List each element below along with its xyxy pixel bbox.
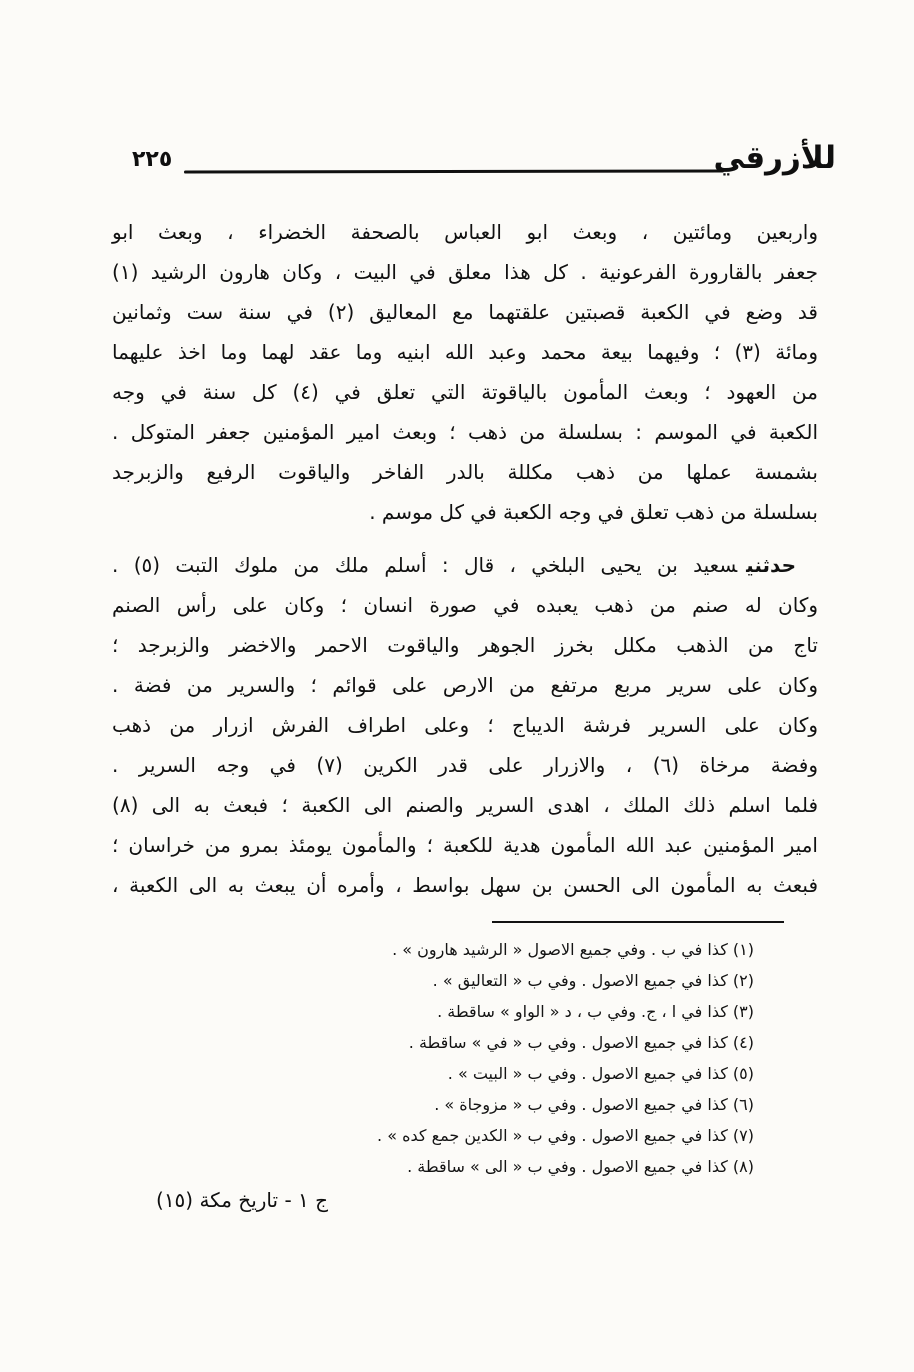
- footnote-item: (٦) كذا في جميع الاصول . وفي ب « مزوجاة » .: [434, 1095, 754, 1114]
- footnote-separator-rule: [492, 921, 784, 923]
- footnote-item: (٢) كذا في جميع الاصول . وفي ب « التعاليق » .: [432, 971, 754, 990]
- page-number: ٢٢٥: [132, 147, 173, 172]
- body-line: ومائة (٣) ؛ وفيهما بيعة محمد وعبد الله ابنيه وما عقد لهما وما اخذ عليهما: [112, 340, 818, 364]
- footnote-item: (٤) كذا في جميع الاصول . وفي ب « في » ساقطة .: [408, 1033, 754, 1052]
- footnote-item: (٥) كذا في جميع الاصول . وفي ب « البيت » .: [447, 1064, 754, 1083]
- body-line: الكعبة في الموسم : بسلسلة من ذهب ؛ وبعث امير المؤمنين جعفر المتوكل .: [112, 420, 818, 444]
- body-line: وكان له صنم من ذهب يعبده في صورة انسان ؛ وكان على رأس الصنم: [112, 593, 818, 617]
- body-line: فلما اسلم ذلك الملك ، اهدى السرير والصنم الى الكعبة ؛ فبعث به الى (٨): [112, 793, 818, 817]
- body-line: بسلسلة من ذهب تعلق في وجه الكعبة في كل موسم .: [369, 500, 818, 524]
- footnote-item: (٧) كذا في جميع الاصول . وفي ب « الكدين جمع كده » .: [377, 1126, 754, 1145]
- paragraph-lead-word: حدثني: [746, 553, 796, 577]
- footnote-item: (٨) كذا في جميع الاصول . وفي ب « الى » ساقطة .: [407, 1157, 754, 1176]
- header-rule: [184, 169, 724, 173]
- body-line: وكان على سرير مربع مرتفع من الارص على قوائم ؛ والسرير من فضة .: [112, 673, 818, 697]
- body-line: وكان على السرير فرشة الديباج ؛ وعلى اطراف الفرش ازرار من ذهب: [112, 713, 818, 737]
- body-line: بشمسة عملها من ذهب مكللة بالدر الفاخر والياقوت الرفيع والزبرجد: [112, 460, 818, 484]
- body-line: [112, 545, 818, 585]
- body-line: وفضة مرخاة (٦) ، والازرار على قدر الكرين (٧) في وجه السرير .: [112, 753, 818, 777]
- running-title: للأزرقي: [713, 140, 836, 176]
- body-text: [112, 212, 818, 905]
- paragraph-2: [112, 545, 818, 905]
- footnotes: [324, 934, 754, 1182]
- body-line: امير المؤمنين عبد الله المأمون هدية للكعبة ؛ والمأمون يومئذ بمرو من خراسان ؛: [112, 833, 818, 857]
- body-line: جعفر بالقارورة الفرعونية . كل هذا معلق في البيت ، وكان هارون الرشيد (١): [112, 260, 818, 284]
- body-line-text: سعيد بن يحيى البلخي ، قال : أسلم ملك من ملوك التبت (٥) .: [112, 553, 738, 577]
- body-line: قد وضع في الكعبة قصبتين علقتهما مع المعاليق (٢) في سنة ست وثمانين: [112, 300, 818, 324]
- footnote-item: (٣) كذا في ا ، ج. وفي ب ، د « الواو » ساقطة .: [437, 1002, 754, 1021]
- body-line: تاج من الذهب مكلل بخرز الجوهر والياقوت الاحمر والاخضر والزبرجد ؛: [112, 633, 818, 657]
- footnote-item: (١) كذا في ب . وفي جميع الاصول « الرشيد هارون » .: [392, 940, 754, 959]
- volume-signature: ج ١ - تاريخ مكة (١٥): [156, 1188, 329, 1212]
- body-line: فبعث به المأمون الى الحسن بن سهل بواسط ، وأمره أن يبعث به الى الكعبة ،: [112, 873, 818, 897]
- body-line: واربعين ومائتين ، وبعث ابو العباس بالصحفة الخضراء ، وبعث ابو: [112, 220, 818, 244]
- paragraph-1: [112, 212, 818, 532]
- body-line: من العهود ؛ وبعث المأمون بالياقوتة التي تعلق في (٤) كل سنة في وجه: [112, 380, 818, 404]
